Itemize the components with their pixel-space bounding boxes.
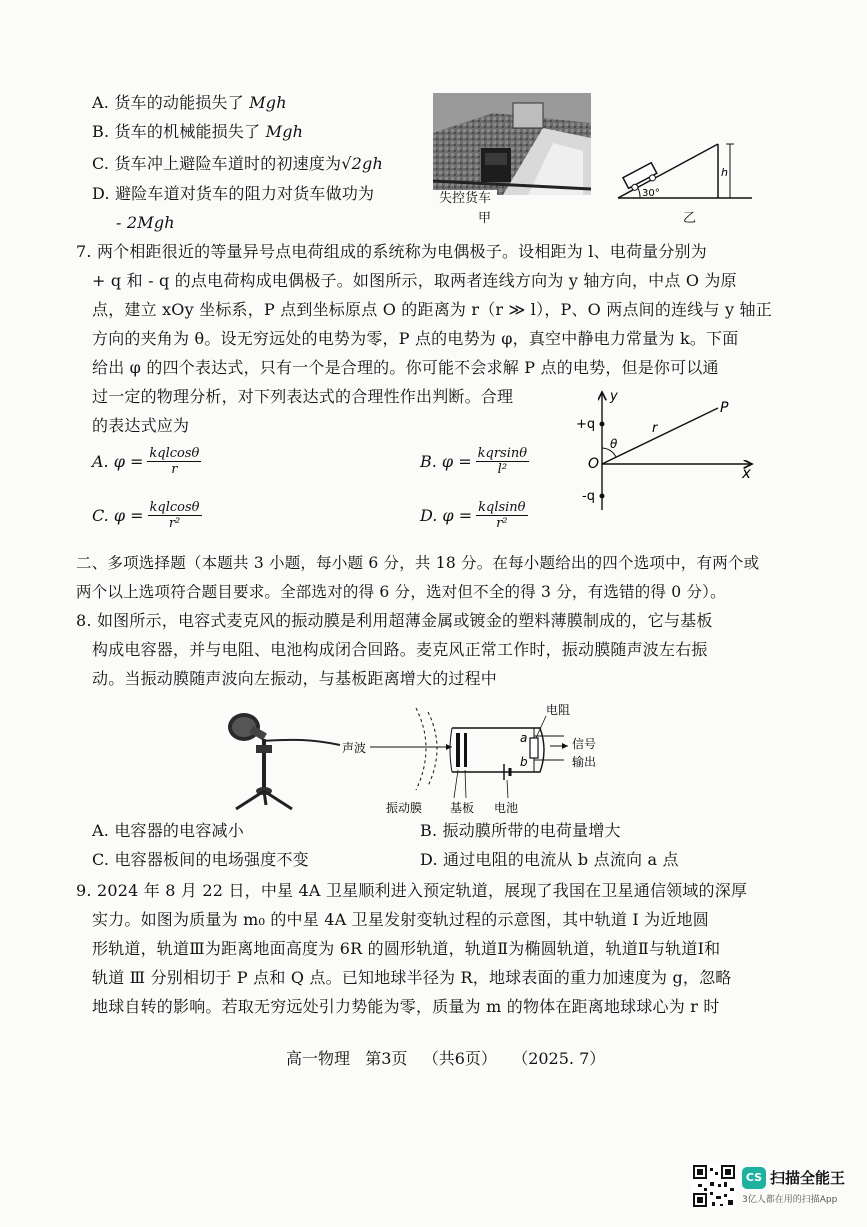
page-footer — [286, 1046, 605, 1069]
footer-subject: 高一物理 — [286, 1049, 351, 1068]
label-jia: 甲 — [478, 211, 492, 226]
q8-option-b: B. 振动膜所带的电荷量增大 — [420, 821, 621, 840]
q9-line-3: 形轨道，轨道Ⅲ为距离地面高度为 6R 的圆形轨道，轨道Ⅱ为椭圆轨道，轨道Ⅱ与轨道Ⅰ和 — [92, 939, 721, 958]
membrane-plate — [456, 733, 460, 767]
capacitor-mic-circuit — [340, 700, 620, 820]
q7-line-2: + q 和 - q 的点电荷构成电偶极子。如图所示，取两者连线方向为 y 轴方向，中点 O 为原 — [92, 271, 737, 290]
q7-line-1: 7. 两个相距很近的等量异号点电荷组成的系统称为电偶极子。设相距为 l、电荷量分别为 — [76, 242, 707, 261]
signal-label-2: 输出 — [572, 755, 597, 769]
q9-line-2: 实力。如图为质量为 m₀ 的中星 4A 卫星发射变轨过程的示意图，其中轨道 Ⅰ 为近地圆 — [92, 910, 709, 929]
origin-label: O — [588, 456, 600, 472]
qr-code-icon — [692, 1164, 736, 1208]
y-label: y — [610, 389, 618, 404]
r-label: r — [652, 421, 658, 436]
q7-line-7: 的表达式应为 — [92, 416, 190, 435]
base-plate — [464, 733, 467, 767]
plate-label: 基板 — [450, 801, 475, 815]
angle-label: 30° — [642, 188, 660, 199]
membrane-label: 振动膜 — [386, 801, 423, 815]
q8-option-d: D. 通过电阻的电流从 b 点流向 a 点 — [420, 850, 679, 869]
q7-option-c: C. φ = $\frac{\text{kqlcosθ}}{\text{r²}}$ — [92, 500, 200, 531]
footer-total: （共6页） — [422, 1049, 497, 1068]
q6-option-b: B. 货车的机械能损失了 Mgh — [92, 122, 304, 141]
q8-option-c: C. 电容器板间的电场强度不变 — [92, 850, 309, 869]
camscanner-logo-badge: CS — [742, 1167, 766, 1189]
height-label: h — [721, 166, 728, 179]
theta-label: θ — [610, 437, 618, 451]
x-label: x — [742, 464, 751, 482]
minus-charge — [600, 494, 605, 499]
q8-option-a: A. 电容器的电容减小 — [92, 821, 244, 840]
signal-label-1: 信号 — [572, 737, 597, 751]
minus-q-label: -q — [582, 489, 595, 504]
q9-line-4: 轨道 Ⅲ 分别相切于 P 点和 Q 点。已知地球半径为 R，地球表面的重力加速度为 g，忽略 — [92, 968, 732, 987]
point-b-label: b — [520, 755, 528, 769]
sound-wave-2 — [428, 712, 437, 786]
camscanner-tagline: 3亿人都在用的扫描App — [742, 1195, 838, 1205]
camscanner-name: 扫描全能王 — [770, 1169, 846, 1187]
plus-charge — [600, 422, 605, 427]
q8-line-3: 动。当振动膜随声波向左振动，与基板距离增大的过程中 — [92, 669, 498, 688]
q6-option-d: D. 避险车道对货车的阻力对货车做功为 — [92, 184, 375, 203]
resistor-box — [530, 738, 538, 758]
p-label: P — [720, 400, 729, 416]
q7-line-3: 点，建立 xOy 坐标系，P 点到坐标原点 O 的距离为 r（r ≫ l），P、O 两点间的连线与 y 轴正 — [92, 300, 772, 319]
incline-diagram — [610, 140, 760, 206]
q6-option-c: C. 货车冲上避险车道时的初速度为√2gh — [92, 154, 383, 173]
q7-option-d: D. φ = $\frac{\text{kqlsinθ}}{\text{r²}}$ — [420, 500, 526, 531]
microphone-stand-image — [222, 705, 346, 813]
footer-page: 第3页 — [365, 1049, 408, 1068]
q7-option-b: B. φ = $\frac{\text{kqrsinθ}}{\text{l²}}$ — [420, 446, 528, 477]
r-line — [602, 408, 718, 464]
resistor-label: 电阻 — [546, 703, 571, 717]
q7-line-4: 方向的夹角为 θ。设无穷远处的电势为零，P 点的电势为 φ，真空中静电力常量为 k。下面 — [92, 329, 739, 348]
q9-line-5: 地球自转的影响。若取无穷远处引力势能为零，质量为 m 的物体在距离地球球心为 r 时 — [92, 997, 720, 1016]
section2-line-2: 两个以上选项符合题目要求。全部选对的得 6 分，选对但不全的得 3 分，有选错的得 0 分）。 — [76, 583, 726, 601]
sound-wave-1 — [416, 708, 426, 790]
microphone-icon — [228, 713, 340, 745]
photo-caption: 失控货车 — [433, 190, 497, 208]
q6-option-a: A. 货车的动能损失了 Mgh — [92, 93, 287, 112]
footer-date: （2025. 7） — [512, 1049, 606, 1068]
dipole-figure — [570, 386, 760, 516]
point-a-label: a — [520, 731, 528, 745]
q9-line-1: 9. 2024 年 8 月 22 日，中星 4A 卫星顺利进入预定轨道，展现了我国在卫星通信领域的深厚 — [76, 881, 748, 900]
q7-option-a: A. φ = $\frac{\text{kqlcosθ}}{r}$ — [92, 446, 200, 477]
q8-line-1: 8. 如图所示，电容式麦克风的振动膜是利用超薄金属或镀金的塑料薄膜制成的，它与基板 — [76, 611, 713, 630]
q6-option-d-value: - 2Mgh — [116, 213, 175, 232]
q8-line-2: 构成电容器，并与电阻、电池构成闭合回路。麦克风正常工作时，振动膜随声波左右振 — [92, 640, 708, 659]
q7-line-5: 给出 φ 的四个表达式，只有一个是合理的。你可能不会求解 P 点的电势，但是你可以通 — [92, 358, 719, 377]
section2-line-1: 二、多项选择题（本题共 3 小题，每小题 6 分，共 18 分。在每小题给出的四个选项中，有两个或 — [76, 554, 760, 572]
sound-label: 声波 — [342, 741, 367, 755]
plus-q-label: +q — [576, 417, 596, 432]
label-yi: 乙 — [683, 211, 697, 226]
battery-label: 电池 — [494, 801, 519, 815]
runaway-truck-photo — [433, 93, 591, 195]
q7-line-6: 过一定的物理分析，对下列表达式的合理性作出判断。合理 — [92, 387, 514, 406]
